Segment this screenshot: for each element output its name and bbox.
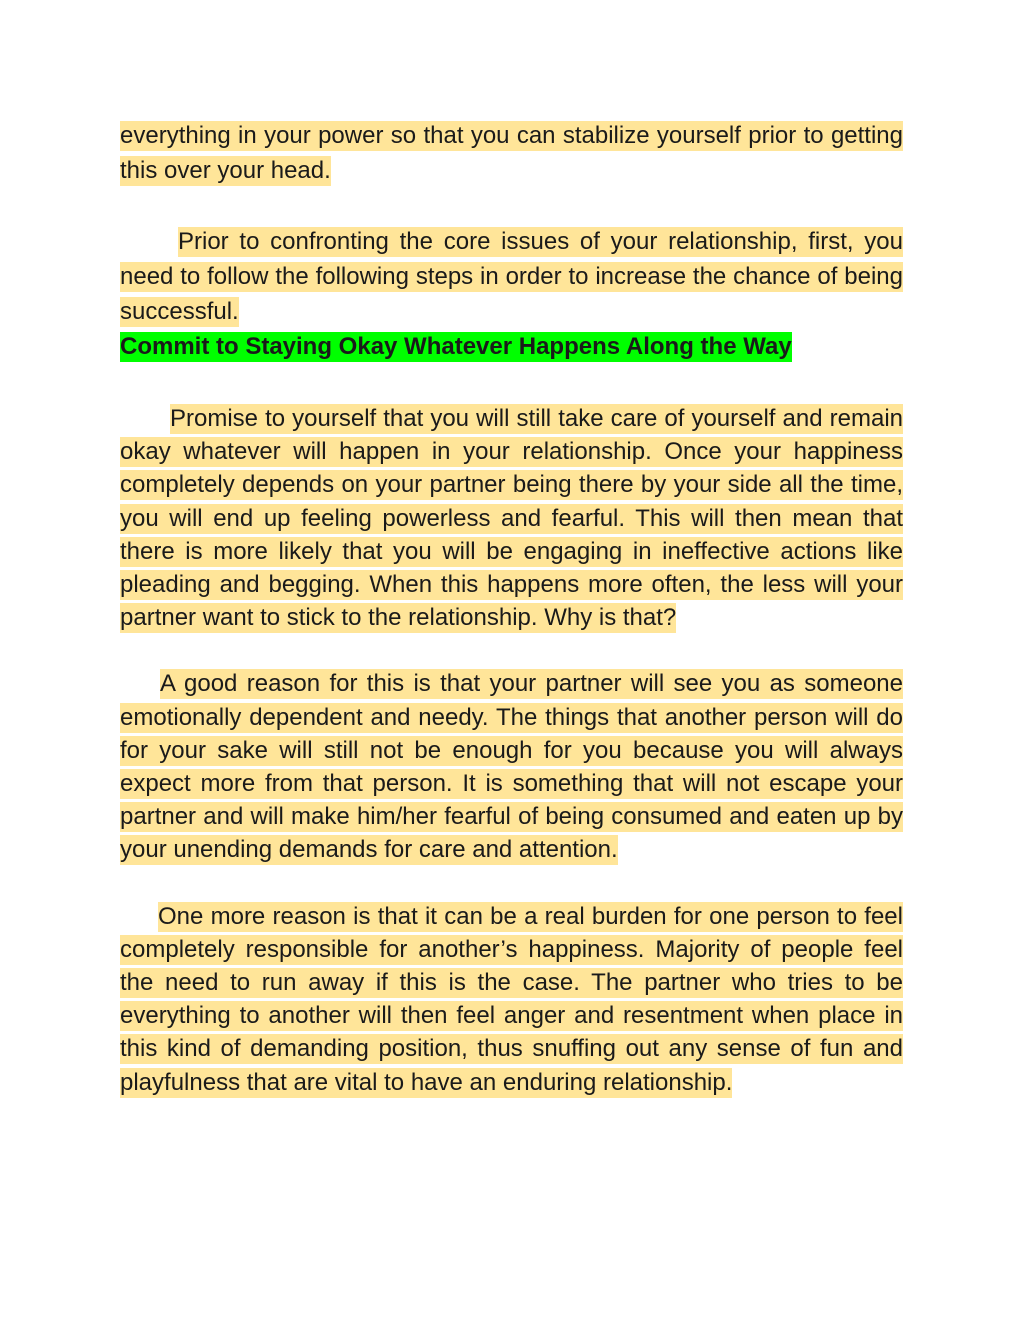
paragraph-4-text: A good reason for this is that your partner will see you as someone emotionally dependent and needy. The things that another person will do for your sake will still not be enough for you because you will always expect more from that person. It is something that will not escape your partner and will make him/her fearful of being consumed and eaten up by your unending demands for care and attention. [120, 670, 903, 864]
paragraph-3 [120, 402, 903, 634]
paragraph-4 [120, 667, 903, 866]
paragraph-1-text: everything in your power so that you can stabilize yourself prior to getting this over your head. [120, 122, 903, 184]
paragraph-5 [120, 900, 903, 1099]
section-heading-text: Commit to Staying Okay Whatever Happens Along the Way [120, 333, 792, 360]
paragraph-2-text: Prior to confronting the core issues of your relationship, first, you need to follow the following steps in order to increase the chance of being successful. [120, 228, 903, 325]
paragraph-2 [120, 224, 903, 329]
paragraph-1 [120, 118, 903, 188]
paragraph-5-text: One more reason is that it can be a real burden for one person to feel completely responsible for another’s happiness. Majority of people feel the need to run away if this is the case. The partner who tries to be everything to another will then feel anger and resentment when place in this kind of demanding position, thus snuffing out any sense of fun and playfulness that are vital to have an enduring relationship. [120, 902, 903, 1096]
document-page [120, 118, 903, 1099]
section-heading [120, 329, 903, 364]
paragraph-3-text: Promise to yourself that you will still take care of yourself and remain okay whatever will happen in your relationship. Once your happiness completely depends on your partner being there by your side all the time, you will end up feeling powerless and fearful. This will then mean that there is more likely that you will be engaging in ineffective actions like pleading and begging. When this happens more often, the less will your partner want to stick to the relationship. Why is that? [120, 405, 903, 632]
